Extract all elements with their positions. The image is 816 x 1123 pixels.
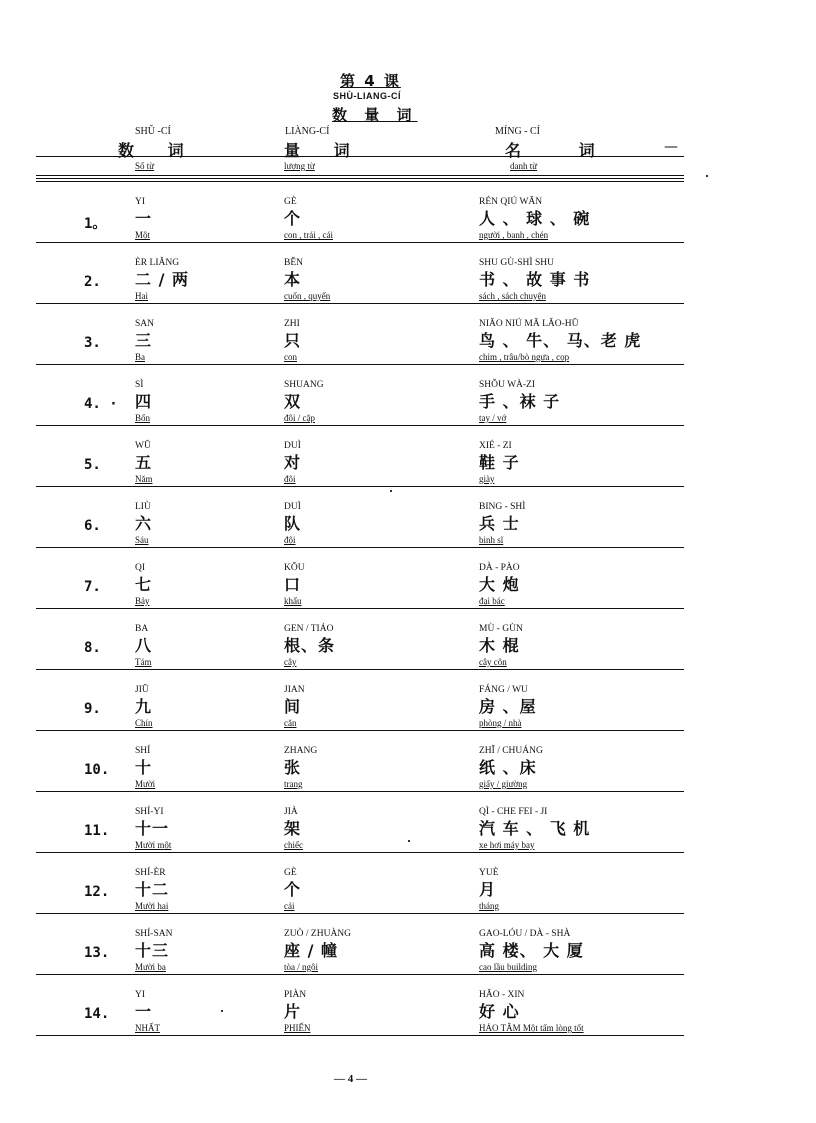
- cell-pinyin: BA: [135, 624, 149, 634]
- cell-pinyin: MÙ - GÙN: [479, 624, 523, 634]
- cell-c3: [479, 257, 590, 302]
- cell-vietnamese: giày: [479, 474, 495, 484]
- row-number: 1。: [84, 216, 107, 232]
- cell-hanzi: 鞋 子: [479, 453, 520, 472]
- cell-hanzi: 五: [135, 453, 153, 472]
- cell-pinyin: SHǑU WÀ-ZI: [479, 380, 536, 390]
- cell-c1: [135, 501, 152, 546]
- cell-hanzi: 座 / 幢: [284, 941, 338, 960]
- cell-pinyin: XIÉ - ZI: [479, 441, 512, 451]
- cell-vietnamese: Mười: [135, 779, 156, 789]
- cell-vietnamese: Mười hai: [135, 901, 169, 911]
- cell-c3: [479, 867, 499, 912]
- cell-c3: [479, 379, 560, 424]
- cell-hanzi: 九: [135, 697, 153, 716]
- header-classifier-pinyin: LIÀNG-CÍ: [285, 126, 330, 137]
- cell-vietnamese: cây côn: [479, 657, 507, 667]
- header-rule-3: [36, 181, 684, 182]
- cell-c3: [479, 684, 537, 729]
- cell-vietnamese: con: [284, 352, 297, 362]
- cell-c3: [479, 501, 525, 546]
- row-rule: [36, 608, 684, 609]
- cell-c3: [479, 623, 523, 668]
- cell-vietnamese: phòng / nhà: [479, 718, 522, 728]
- cell-hanzi: 七: [135, 575, 153, 594]
- row-rule: [36, 242, 684, 243]
- cell-c1: [135, 989, 160, 1034]
- cell-vietnamese: xe hơi máy bay: [479, 840, 535, 850]
- cell-pinyin: GEN / TIÁO: [284, 624, 334, 634]
- cell-hanzi: 四: [135, 392, 153, 411]
- cell-hanzi: 好 心: [479, 1002, 520, 1021]
- cell-vietnamese: Mười một: [135, 840, 172, 850]
- row-number: 9.: [84, 701, 101, 717]
- cell-c2: [284, 562, 305, 607]
- header-rule-top: [36, 156, 684, 157]
- cell-c3: [479, 196, 590, 241]
- cell-hanzi: 房 、屋: [479, 697, 537, 716]
- cell-c3: [479, 928, 584, 973]
- cell-vietnamese: binh sĩ: [479, 535, 504, 545]
- cell-vietnamese: cuốn , quyển: [284, 291, 331, 301]
- header-numeral-pinyin: SHǓ -CÍ: [135, 126, 171, 137]
- cell-pinyin: FÁNG / WU: [479, 685, 528, 695]
- scan-dot: [221, 1010, 223, 1012]
- cell-pinyin: KǑU: [284, 563, 305, 573]
- cell-vietnamese: cây: [284, 657, 297, 667]
- cell-c2: [284, 745, 317, 790]
- cell-pinyin: SHUANG: [284, 380, 324, 390]
- cell-vietnamese: chiếc: [284, 840, 303, 850]
- cell-hanzi: 兵 士: [479, 514, 520, 533]
- cell-pinyin: YUÈ: [479, 868, 499, 878]
- cell-vietnamese: căn: [284, 718, 297, 728]
- cell-c3: [479, 562, 520, 607]
- cell-hanzi: 口: [284, 575, 302, 594]
- cell-vietnamese: Hai: [135, 291, 148, 301]
- cell-c2: [284, 379, 324, 424]
- scan-dot: [390, 490, 392, 492]
- cell-pinyin: LIÙ: [135, 502, 151, 512]
- cell-vietnamese: Mười ba: [135, 962, 166, 972]
- scan-dot: [408, 840, 410, 842]
- row-rule: [36, 913, 684, 914]
- cell-vietnamese: con , trái , cái: [284, 230, 333, 240]
- cell-vietnamese: đội: [284, 535, 296, 545]
- cell-hanzi: 三: [135, 331, 153, 350]
- cell-hanzi: 手 、袜 子: [479, 392, 561, 411]
- cell-vietnamese: Tám: [135, 657, 152, 667]
- row-number: 12.: [84, 884, 110, 900]
- cell-c2: [284, 684, 305, 729]
- row-rule: [36, 547, 684, 548]
- cell-pinyin: SHÍ: [135, 746, 151, 756]
- cell-pinyin: QI: [135, 563, 146, 573]
- header-dash: —: [664, 139, 678, 155]
- cell-pinyin: JIAN: [284, 685, 305, 695]
- cell-hanzi: 片: [284, 1002, 302, 1021]
- scan-dot: [706, 175, 708, 177]
- cell-hanzi: 月: [479, 880, 497, 899]
- cell-hanzi: 本: [284, 270, 302, 289]
- header-noun-vn: danh từ: [510, 161, 538, 171]
- cell-hanzi: 张: [284, 758, 302, 777]
- cell-pinyin: SHÍ-ÈR: [135, 868, 166, 878]
- cell-hanzi: 汽 车 、 飞 机: [479, 819, 591, 838]
- cell-c1: [135, 440, 153, 485]
- cell-c1: [135, 745, 155, 790]
- cell-vietnamese: Chín: [135, 718, 153, 728]
- row-rule: [36, 1035, 684, 1036]
- cell-hanzi: 十二: [135, 880, 170, 899]
- cell-hanzi: 双: [284, 392, 302, 411]
- header-noun-hanzi: 名 词: [505, 141, 621, 160]
- cell-c1: [135, 928, 172, 973]
- row-number: 3.: [84, 335, 101, 351]
- cell-pinyin: RÉN QIÚ WǍN: [479, 197, 543, 207]
- cell-pinyin: JIǓ: [135, 685, 149, 695]
- cell-vietnamese: Bảy: [135, 596, 150, 606]
- cell-pinyin: QÌ - CHE FEI - JI: [479, 807, 548, 817]
- row-rule: [36, 303, 684, 304]
- cell-c3: [479, 318, 641, 363]
- cell-vietnamese: đôi: [284, 474, 296, 484]
- cell-hanzi: 一: [135, 209, 153, 228]
- cell-pinyin: GAO-LÓU / DÀ - SHÀ: [479, 929, 571, 939]
- row-number: 13.: [84, 945, 110, 961]
- row-rule: [36, 974, 684, 975]
- cell-c2: [284, 318, 301, 363]
- row-number: 8.: [84, 640, 101, 656]
- header-noun-pinyin: MÍNG - CÍ: [495, 126, 540, 137]
- cell-c3: [479, 989, 584, 1034]
- cell-c2: [284, 806, 303, 851]
- cell-vietnamese: giấy / giường: [479, 779, 528, 789]
- cell-c2: [284, 501, 301, 546]
- cell-hanzi: 书 、 故 事 书: [479, 270, 591, 289]
- row-rule: [36, 425, 684, 426]
- header-rule-1: [36, 175, 684, 176]
- cell-vietnamese: đôi / cặp: [284, 413, 315, 423]
- cell-hanzi: 鸟 、 牛、 马、老 虎: [479, 331, 642, 350]
- cell-vietnamese: cao lầu building: [479, 962, 537, 972]
- cell-vietnamese: Một: [135, 230, 151, 240]
- header-numeral-vn: Số từ: [135, 161, 155, 171]
- title-hanzi: 数 量 词: [332, 106, 418, 124]
- cell-pinyin: BING - SHÌ: [479, 502, 526, 512]
- cell-hanzi: 一: [135, 1002, 153, 1021]
- cell-vietnamese: Năm: [135, 474, 153, 484]
- cell-pinyin: PIÀN: [284, 990, 307, 1000]
- cell-pinyin: SHÍ-YI: [135, 807, 164, 817]
- cell-hanzi: 人 、 球 、 碗: [479, 209, 591, 228]
- cell-c3: [479, 806, 590, 851]
- cell-pinyin: SAN: [135, 319, 155, 329]
- cell-vietnamese: người , banh , chén: [479, 230, 549, 240]
- page-number: — 4 —: [334, 1073, 367, 1085]
- cell-pinyin: SÌ: [135, 380, 144, 390]
- cell-c2: [284, 867, 301, 912]
- cell-c3: [479, 440, 520, 485]
- cell-vietnamese: Ba: [135, 352, 145, 362]
- row-number: 2.: [84, 274, 101, 290]
- cell-vietnamese: chim , trâu/bò ngựa , cọp: [479, 352, 570, 362]
- cell-c1: [135, 379, 152, 424]
- cell-c2: [284, 196, 333, 241]
- cell-c1: [135, 684, 153, 729]
- cell-hanzi: 对: [284, 453, 302, 472]
- cell-pinyin: HǍO - XIN: [479, 990, 525, 1000]
- row-number: 6.: [84, 518, 101, 534]
- row-rule: [36, 486, 684, 487]
- cell-hanzi: 二 / 两: [135, 270, 189, 289]
- row-rule: [36, 852, 684, 853]
- cell-pinyin: WǓ: [135, 441, 151, 451]
- header-rule-2: [36, 178, 684, 179]
- row-rule: [36, 791, 684, 792]
- cell-pinyin: ZHI: [284, 319, 300, 329]
- cell-hanzi: 十三: [135, 941, 170, 960]
- cell-vietnamese: sách , sách chuyện: [479, 291, 546, 301]
- cell-hanzi: 个: [284, 209, 302, 228]
- cell-c1: [135, 806, 171, 851]
- cell-c2: [284, 928, 351, 973]
- title-pinyin: SHÙ-LIANG-CÍ: [333, 91, 401, 101]
- cell-pinyin: DUÌ: [284, 502, 301, 512]
- cell-hanzi: 高 楼、 大 厦: [479, 941, 584, 960]
- cell-pinyin: SHÍ-SAN: [135, 929, 173, 939]
- cell-pinyin: ZHANG: [284, 746, 318, 756]
- header-classifier-hanzi: 量 词: [284, 141, 364, 160]
- cell-vietnamese: tòa / ngôi: [284, 962, 318, 972]
- row-number: 4. ·: [84, 396, 118, 412]
- cell-hanzi: 十: [135, 758, 153, 777]
- cell-hanzi: 队: [284, 514, 302, 533]
- cell-hanzi: 架: [284, 819, 302, 838]
- cell-vietnamese: cái: [284, 901, 295, 911]
- header-classifier-vn: lượng từ: [284, 161, 315, 171]
- cell-hanzi: 六: [135, 514, 153, 533]
- cell-vietnamese: Bốn: [135, 413, 151, 423]
- cell-pinyin: JIÀ: [284, 807, 298, 817]
- cell-pinyin: BĚN: [284, 258, 303, 268]
- cell-hanzi: 大 炮: [479, 575, 520, 594]
- cell-pinyin: ZUÒ / ZHUÀNG: [284, 929, 352, 939]
- cell-pinyin: GÈ: [284, 868, 297, 878]
- cell-vietnamese: đại bác: [479, 596, 505, 606]
- cell-vietnamese: NHẤT: [135, 1023, 160, 1033]
- cell-pinyin: DÀ - PÀO: [479, 563, 520, 573]
- row-number: 5.: [84, 457, 101, 473]
- cell-pinyin: DUÌ: [284, 441, 301, 451]
- cell-hanzi: 纸 、床: [479, 758, 537, 777]
- row-number: 10.: [84, 762, 110, 778]
- cell-hanzi: 木 棍: [479, 636, 520, 655]
- cell-vietnamese: HẢO TÂM Một tấm lòng tốt: [479, 1023, 584, 1033]
- row-number: 11.: [84, 823, 110, 839]
- header-numeral-hanzi: 数 词: [118, 141, 198, 160]
- cell-c2: [284, 440, 301, 485]
- cell-c2: [284, 989, 311, 1034]
- cell-pinyin: GÈ: [284, 197, 297, 207]
- cell-vietnamese: PHIẾN: [284, 1023, 311, 1033]
- row-number: 14.: [84, 1006, 110, 1022]
- row-rule: [36, 364, 684, 365]
- cell-pinyin: NIǍO NIÚ MǍ LǍO-HǓ: [479, 319, 579, 329]
- cell-c1: [135, 196, 152, 241]
- cell-pinyin: YI: [135, 990, 146, 1000]
- row-number: 7.: [84, 579, 101, 595]
- cell-vietnamese: tháng: [479, 901, 499, 911]
- row-rule: [36, 669, 684, 670]
- cell-hanzi: 只: [284, 331, 302, 350]
- cell-pinyin: ÈR LIǍNG: [135, 258, 180, 268]
- cell-c2: [284, 623, 335, 668]
- cell-hanzi: 根、条: [284, 636, 336, 655]
- cell-pinyin: YI: [135, 197, 146, 207]
- cell-c1: [135, 562, 152, 607]
- cell-c3: [479, 745, 543, 790]
- cell-vietnamese: Sáu: [135, 535, 149, 545]
- cell-c1: [135, 318, 154, 363]
- cell-vietnamese: tay / vớ: [479, 413, 507, 423]
- cell-hanzi: 间: [284, 697, 302, 716]
- cell-c2: [284, 257, 330, 302]
- cell-hanzi: 个: [284, 880, 302, 899]
- cell-hanzi: 十一: [135, 819, 170, 838]
- cell-c1: [135, 867, 169, 912]
- cell-vietnamese: trang: [284, 779, 303, 789]
- cell-vietnamese: khẩu: [284, 596, 302, 606]
- cell-hanzi: 八: [135, 636, 153, 655]
- cell-c1: [135, 623, 152, 668]
- cell-pinyin: SHU GÙ-SHÌ SHU: [479, 258, 554, 268]
- cell-pinyin: ZHǏ / CHUÁNG: [479, 746, 543, 756]
- lesson-title: 第 4 课: [340, 72, 401, 90]
- cell-c1: [135, 257, 189, 302]
- row-rule: [36, 730, 684, 731]
